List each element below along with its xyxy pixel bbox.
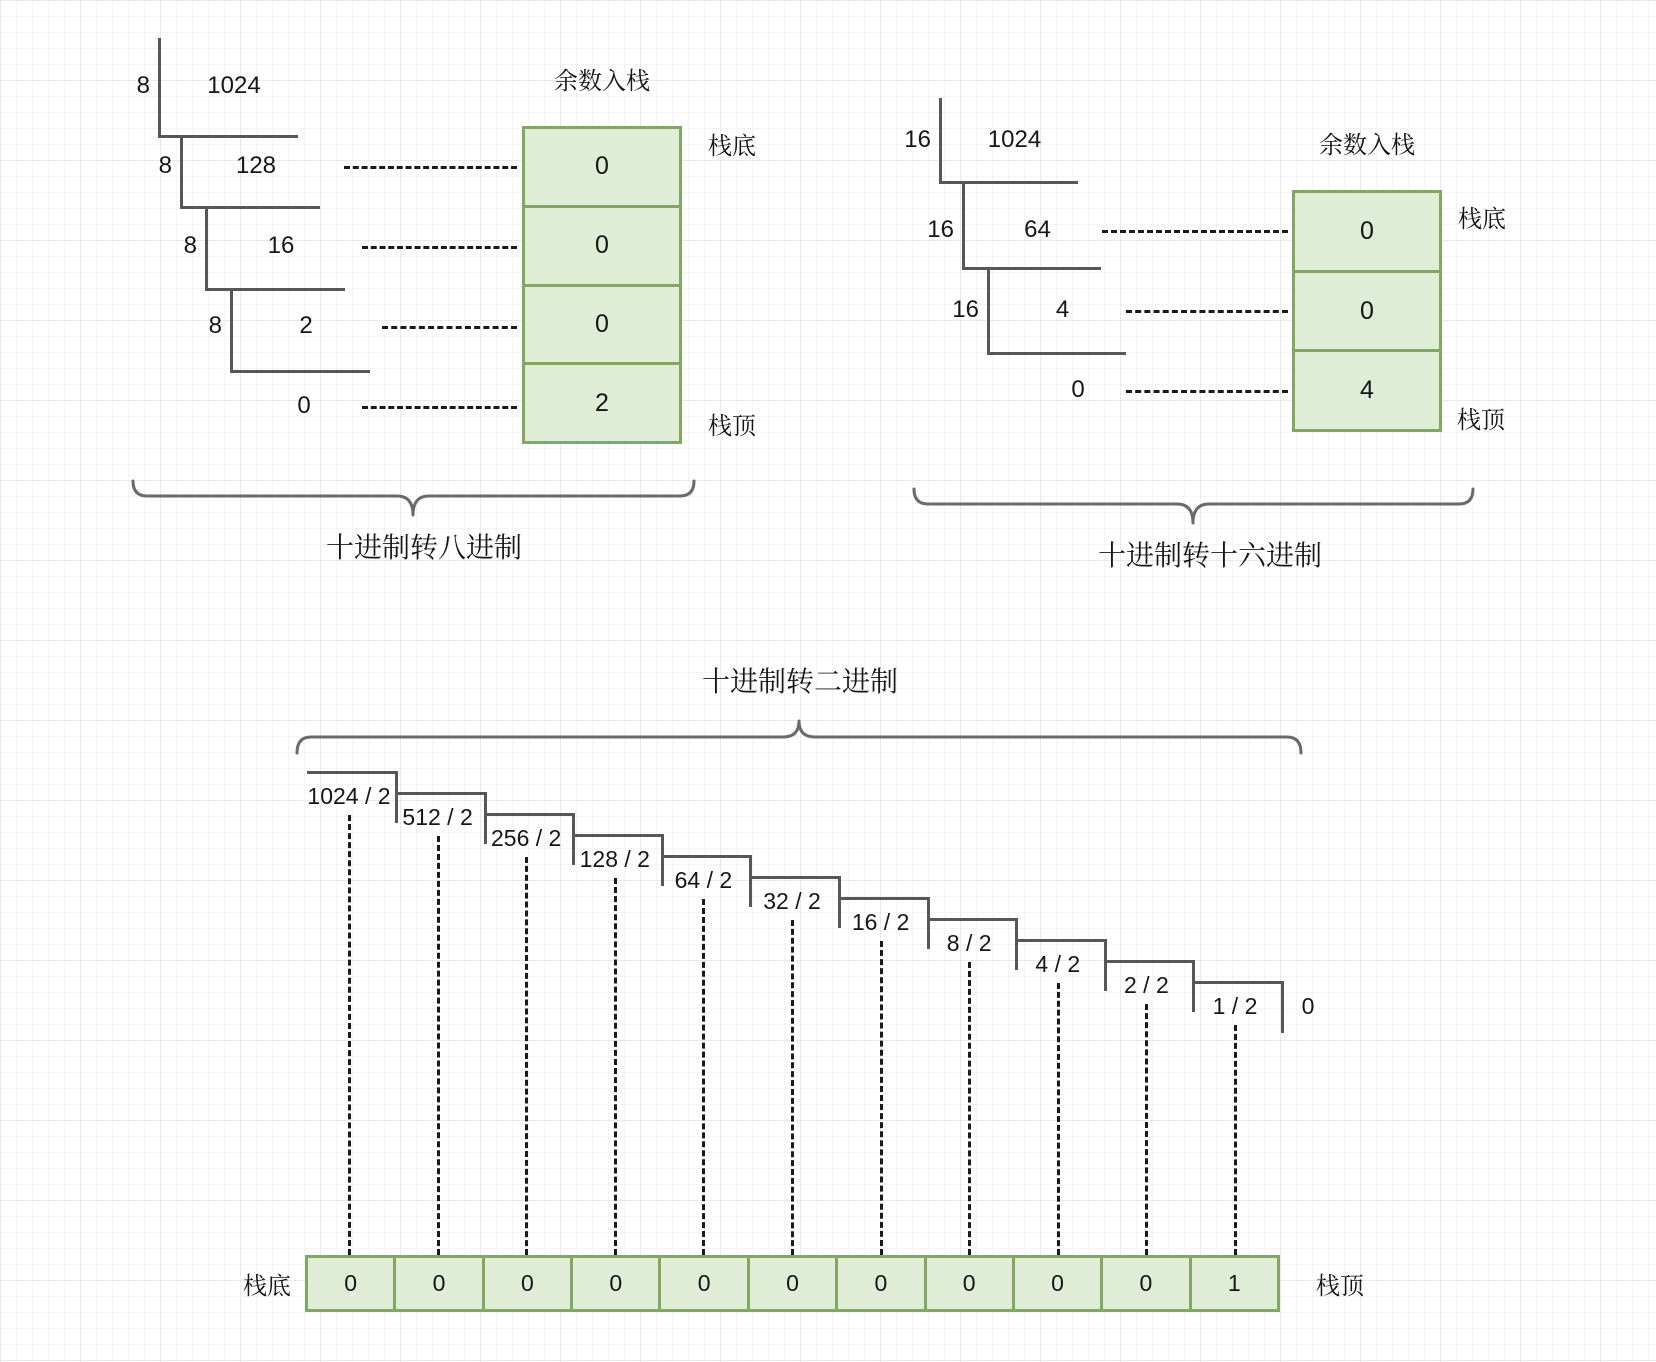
- stack-cell: 0: [525, 284, 679, 363]
- binary-step-hline: [661, 855, 753, 858]
- binary-remainder-connector: [1057, 983, 1060, 1255]
- octal-division-hline: [180, 206, 320, 209]
- binary-remainder-connector: [968, 962, 971, 1255]
- binary-step-label: 256 / 2: [491, 824, 562, 851]
- hex-division-hline: [939, 181, 1078, 184]
- stack-cell: 0: [393, 1258, 481, 1309]
- hex-divisor: 16: [904, 126, 931, 153]
- hex-division-hline: [987, 352, 1126, 355]
- octal-dividend: 1024: [207, 72, 261, 99]
- octal-division-vline: [180, 135, 183, 209]
- binary-step-hline: [395, 792, 487, 795]
- hex-division-hline: [962, 267, 1101, 270]
- stack-cell: 0: [482, 1258, 570, 1309]
- hex-stack-bottom-label: 栈底: [1458, 205, 1506, 233]
- octal-caption: 十进制转八进制: [325, 532, 522, 563]
- hex-stack-top-label: 栈顶: [1457, 406, 1505, 434]
- hex-division-vline: [987, 267, 990, 355]
- octal-dividend: 16: [267, 232, 295, 259]
- stack-cell: 0: [1295, 193, 1439, 270]
- binary-step-label: 512 / 2: [402, 803, 473, 830]
- binary-step-hline: [307, 771, 398, 774]
- stack-cell: 0: [525, 129, 679, 205]
- octal-divisor: 8: [158, 152, 172, 179]
- octal-division-hline: [158, 135, 298, 138]
- hex-division-vline: [939, 98, 942, 184]
- octal-dividend: 2: [299, 312, 313, 339]
- stack-cell: 2: [525, 362, 679, 441]
- hex-remainder-connector: [1102, 230, 1288, 233]
- octal-underbrace: [133, 481, 694, 515]
- stack-cell: 0: [525, 205, 679, 284]
- hex-division-vline: [962, 181, 965, 270]
- binary-step-label: 1024 / 2: [307, 782, 391, 809]
- octal-division-hline: [205, 288, 345, 291]
- binary-step-label: 32 / 2: [763, 887, 821, 914]
- binary-stack-bottom-label: 栈底: [243, 1272, 291, 1300]
- binary-stack-top-label: 栈顶: [1316, 1272, 1364, 1300]
- hex-divisor: 16: [952, 296, 979, 323]
- binary-remainder-connector: [791, 920, 794, 1255]
- octal-divisor: 8: [208, 312, 222, 339]
- binary-remainder-connector: [525, 857, 528, 1255]
- hex-dividend: 64: [1024, 216, 1051, 243]
- binary-remainder-connector: [614, 878, 617, 1255]
- binary-step-hline: [749, 876, 841, 879]
- octal-dividend: 128: [235, 152, 277, 179]
- octal-division-hline: [230, 370, 370, 373]
- binary-step-hline: [572, 834, 664, 837]
- octal-remainder-connector: [362, 406, 517, 409]
- octal-stack-top-label: 栈顶: [708, 412, 756, 440]
- stack-cell: 0: [747, 1258, 835, 1309]
- binary-remainder-connector: [437, 836, 440, 1255]
- hex-final-quotient: 0: [1071, 376, 1085, 403]
- hex-remainder-stack: [1292, 190, 1442, 432]
- stack-cell: 0: [570, 1258, 658, 1309]
- binary-step-hline: [1015, 939, 1107, 942]
- binary-step-label: 2 / 2: [1124, 971, 1169, 998]
- hex-divisor: 16: [927, 216, 954, 243]
- binary-remainder-connector: [1234, 1025, 1237, 1255]
- hex-underbrace: [914, 489, 1473, 523]
- octal-remainder-stack: [522, 126, 682, 444]
- binary-step-label: 8 / 2: [946, 929, 992, 956]
- binary-step-label: 16 / 2: [851, 908, 910, 935]
- binary-remainder-connector: [1145, 1004, 1148, 1255]
- binary-remainder-connector: [880, 941, 883, 1255]
- stack-cell: 0: [658, 1258, 746, 1309]
- binary-remainder-connector: [348, 815, 351, 1255]
- octal-division-vline: [205, 206, 208, 291]
- stack-cell: 4: [1295, 349, 1439, 429]
- hex-remainder-connector: [1126, 390, 1288, 393]
- hex-dividend: 1024: [987, 126, 1042, 153]
- octal-final-quotient: 0: [297, 392, 311, 419]
- stack-cell: 0: [308, 1258, 393, 1309]
- stack-cell: 0: [1012, 1258, 1100, 1309]
- binary-step-label: 1 / 2: [1212, 992, 1258, 1019]
- stack-cell: 0: [1295, 270, 1439, 350]
- octal-stack-title: 余数入栈: [554, 67, 650, 95]
- hex-caption: 十进制转十六进制: [1097, 540, 1322, 571]
- stack-cell: 1: [1189, 1258, 1277, 1309]
- stack-cell: 0: [924, 1258, 1012, 1309]
- stack-cell: 0: [1100, 1258, 1188, 1309]
- octal-division-vline: [230, 288, 233, 373]
- octal-division-vline: [158, 38, 161, 138]
- octal-divisor: 8: [136, 72, 150, 99]
- octal-remainder-connector: [362, 246, 517, 249]
- binary-step-hline: [1104, 960, 1196, 963]
- binary-remainder-stack: [305, 1255, 1280, 1312]
- octal-remainder-connector: [344, 166, 517, 169]
- stack-cell: 0: [835, 1258, 923, 1309]
- binary-step-hline: [484, 813, 576, 816]
- hex-dividend: 4: [1055, 296, 1070, 323]
- hex-remainder-connector: [1126, 310, 1288, 313]
- binary-remainder-connector: [702, 899, 705, 1255]
- binary-final-quotient: 0: [1301, 992, 1315, 1019]
- octal-divisor: 8: [183, 232, 197, 259]
- binary-step-hline: [838, 897, 930, 900]
- octal-stack-bottom-label: 栈底: [708, 132, 756, 160]
- binary-step-hline: [927, 918, 1019, 921]
- binary-step-label: 4 / 2: [1035, 950, 1081, 977]
- binary-step-hline: [1192, 981, 1284, 984]
- binary-step-label: 64 / 2: [674, 866, 733, 893]
- hex-stack-title: 余数入栈: [1319, 131, 1415, 159]
- binary-caption: 十进制转二进制: [701, 666, 898, 697]
- octal-remainder-connector: [382, 326, 517, 329]
- binary-step-label: 128 / 2: [579, 845, 650, 872]
- binary-overbrace: [297, 721, 1301, 753]
